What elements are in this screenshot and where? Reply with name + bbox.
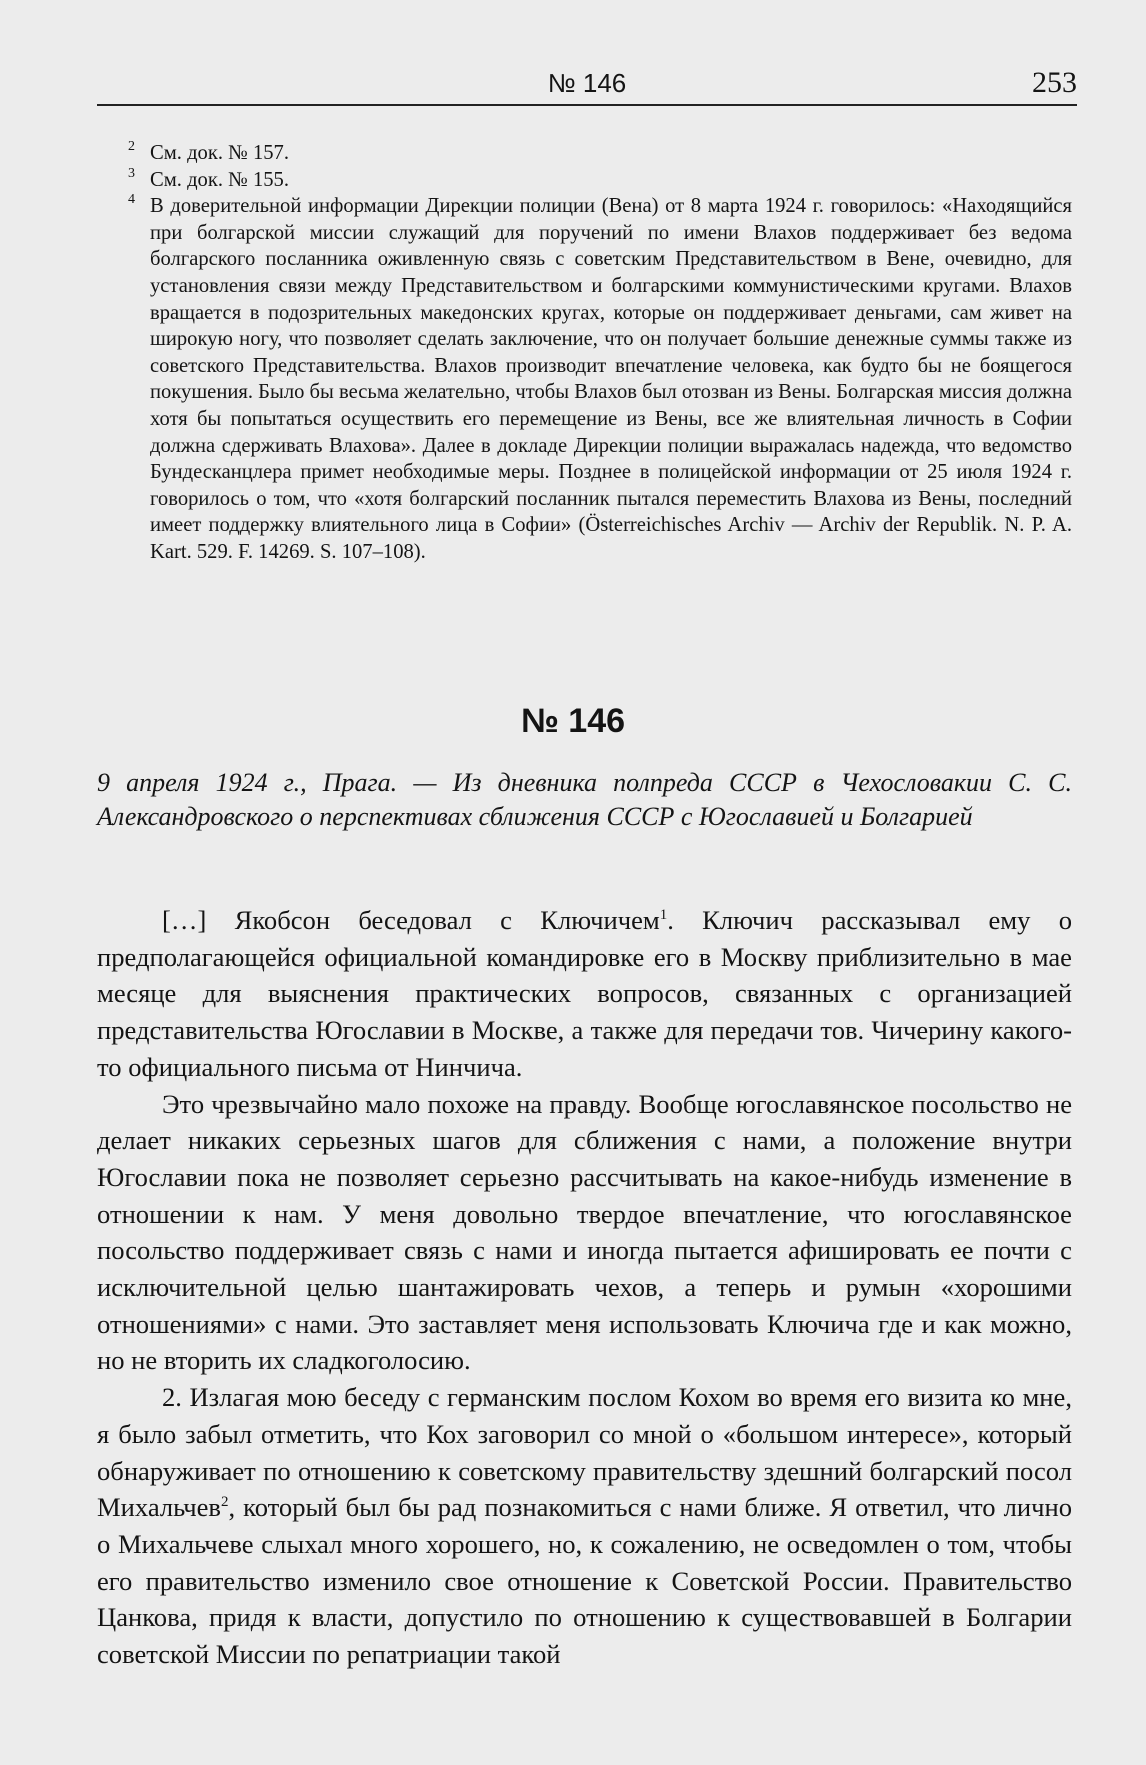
footnote-text: См. док. № 155.	[150, 168, 289, 191]
body-paragraph	[97, 1379, 1072, 1673]
footnote-number: 3	[128, 165, 135, 181]
document-number-heading: № 146	[520, 702, 626, 740]
paragraph-text: . Ключич рассказывал ему о предполагающейся официальной командировке его в Москву приблизительно в мае месяце для выяснения практических вопросов, связанных с организацией представительства Югославии в Москве, а также для передачи тов. Чичерину какого-то официального письма от Нинчича.	[97, 905, 1073, 1082]
footnote-text: В доверительной информации Дирекции полиции (Вена) от 8 марта 1924 г. говорилось: «Находящийся при болгарской миссии служащий для поручений по имени Влахов поддерживает без ведома болгарского посланника оживленную связь с советским Представительством в Вене, очевидно, для установления связи между Представительством и болгарскими коммунистическими кругами. Влахов вращается в подозрительных македонских кругах, которые он поддерживает деньгами, сам живет на широкую ногу, что позволяет сделать заключение, что он получает большие денежные суммы также из советского Представительства. Влахов производит впечатление человека, как будто бы не боящегося покушения. Было бы весьма желательно, чтобы Влахов был отозван из Вены. Болгарская миссия должна хотя бы попытаться осуществить его перемещение из Вены, все же влиятельная личность в Софии должна сдерживать Влахова». Далее в докладе Дирекции полиции выражалась надежда, что ведомство Бундесканцлера примет необходимые меры. Позднее в полицейской информации от 25 июля 1924 г. говорилось о том, что «хотя болгарский посланник пытался переместить Влахова из Вены, последний имеет поддержку влиятельного лица в Софии» (Österreichisches Archiv — Archiv der Republik. N. P. A. Kart. 529. F. 14269. S. 107–108).	[150, 195, 1072, 563]
footnote-number: 2	[128, 139, 135, 154]
header-document-number: № 146	[547, 68, 627, 98]
footnote-text: См. док. № 157.	[150, 142, 289, 164]
document-body	[97, 902, 1072, 1673]
footnote	[128, 192, 1072, 565]
body-paragraph: Это чрезвычайно мало похоже на правду. Вообще югославянское посольство не делает никаких серьезных шагов для сближения с нами, а положение внутри Югославии пока не позволяет серьезно рассчитывать на какое-нибудь изменение в отношении к нам. У меня довольно твердое впечатление, что югославянское посольство поддерживает связь с нами и иногда пытается афишировать ее почти с исключительной целью шантажировать чехов, а теперь и румын «хорошими отношениями» с нами. Это заставляет меня использовать Ключича где и как можно, но не вторить их сладкоголосию.	[97, 1088, 1072, 1376]
footnote-reference: 2	[220, 1494, 229, 1511]
page-number: 253	[1032, 66, 1077, 99]
body-paragraph	[97, 902, 1072, 1086]
document-title: 9 апреля 1924 г., Прага. — Из дневника полпреда СССР в Чехословакии С. С. Александровского о перспективах сближения СССР с Югославией и Болгарией	[97, 768, 1072, 831]
footnote-number: 4	[128, 192, 135, 208]
paragraph-text: […] Якобсон беседовал с Ключичем	[162, 905, 660, 935]
paragraph-text: , который был бы рад познакомиться с нами ближе. Я ответил, что лично о Михальчеве слыхал много хорошего, но, к сожалению, не осведомлен о том, чтобы его правительство изменило свое отношение к Советской России. Правительство Цанкова, придя к власти, допустило по отношению к существовавшей в Болгарии советской Миссии по репатриации такой	[97, 1492, 1072, 1670]
running-header	[97, 64, 1077, 106]
footnotes	[128, 139, 1072, 566]
footnote-reference: 1	[659, 907, 668, 924]
footnote	[128, 165, 1072, 194]
paragraph-text: 2. Излагая мою беседу с германским послом Кохом во время его визита ко мне, я было забыл отметить, что Кох заговорил со мной о «большом интересе», который обнаруживает по отношению к советскому правительству здешний болгарский посол Михальчев	[97, 1382, 1072, 1523]
footnote	[128, 139, 1072, 167]
